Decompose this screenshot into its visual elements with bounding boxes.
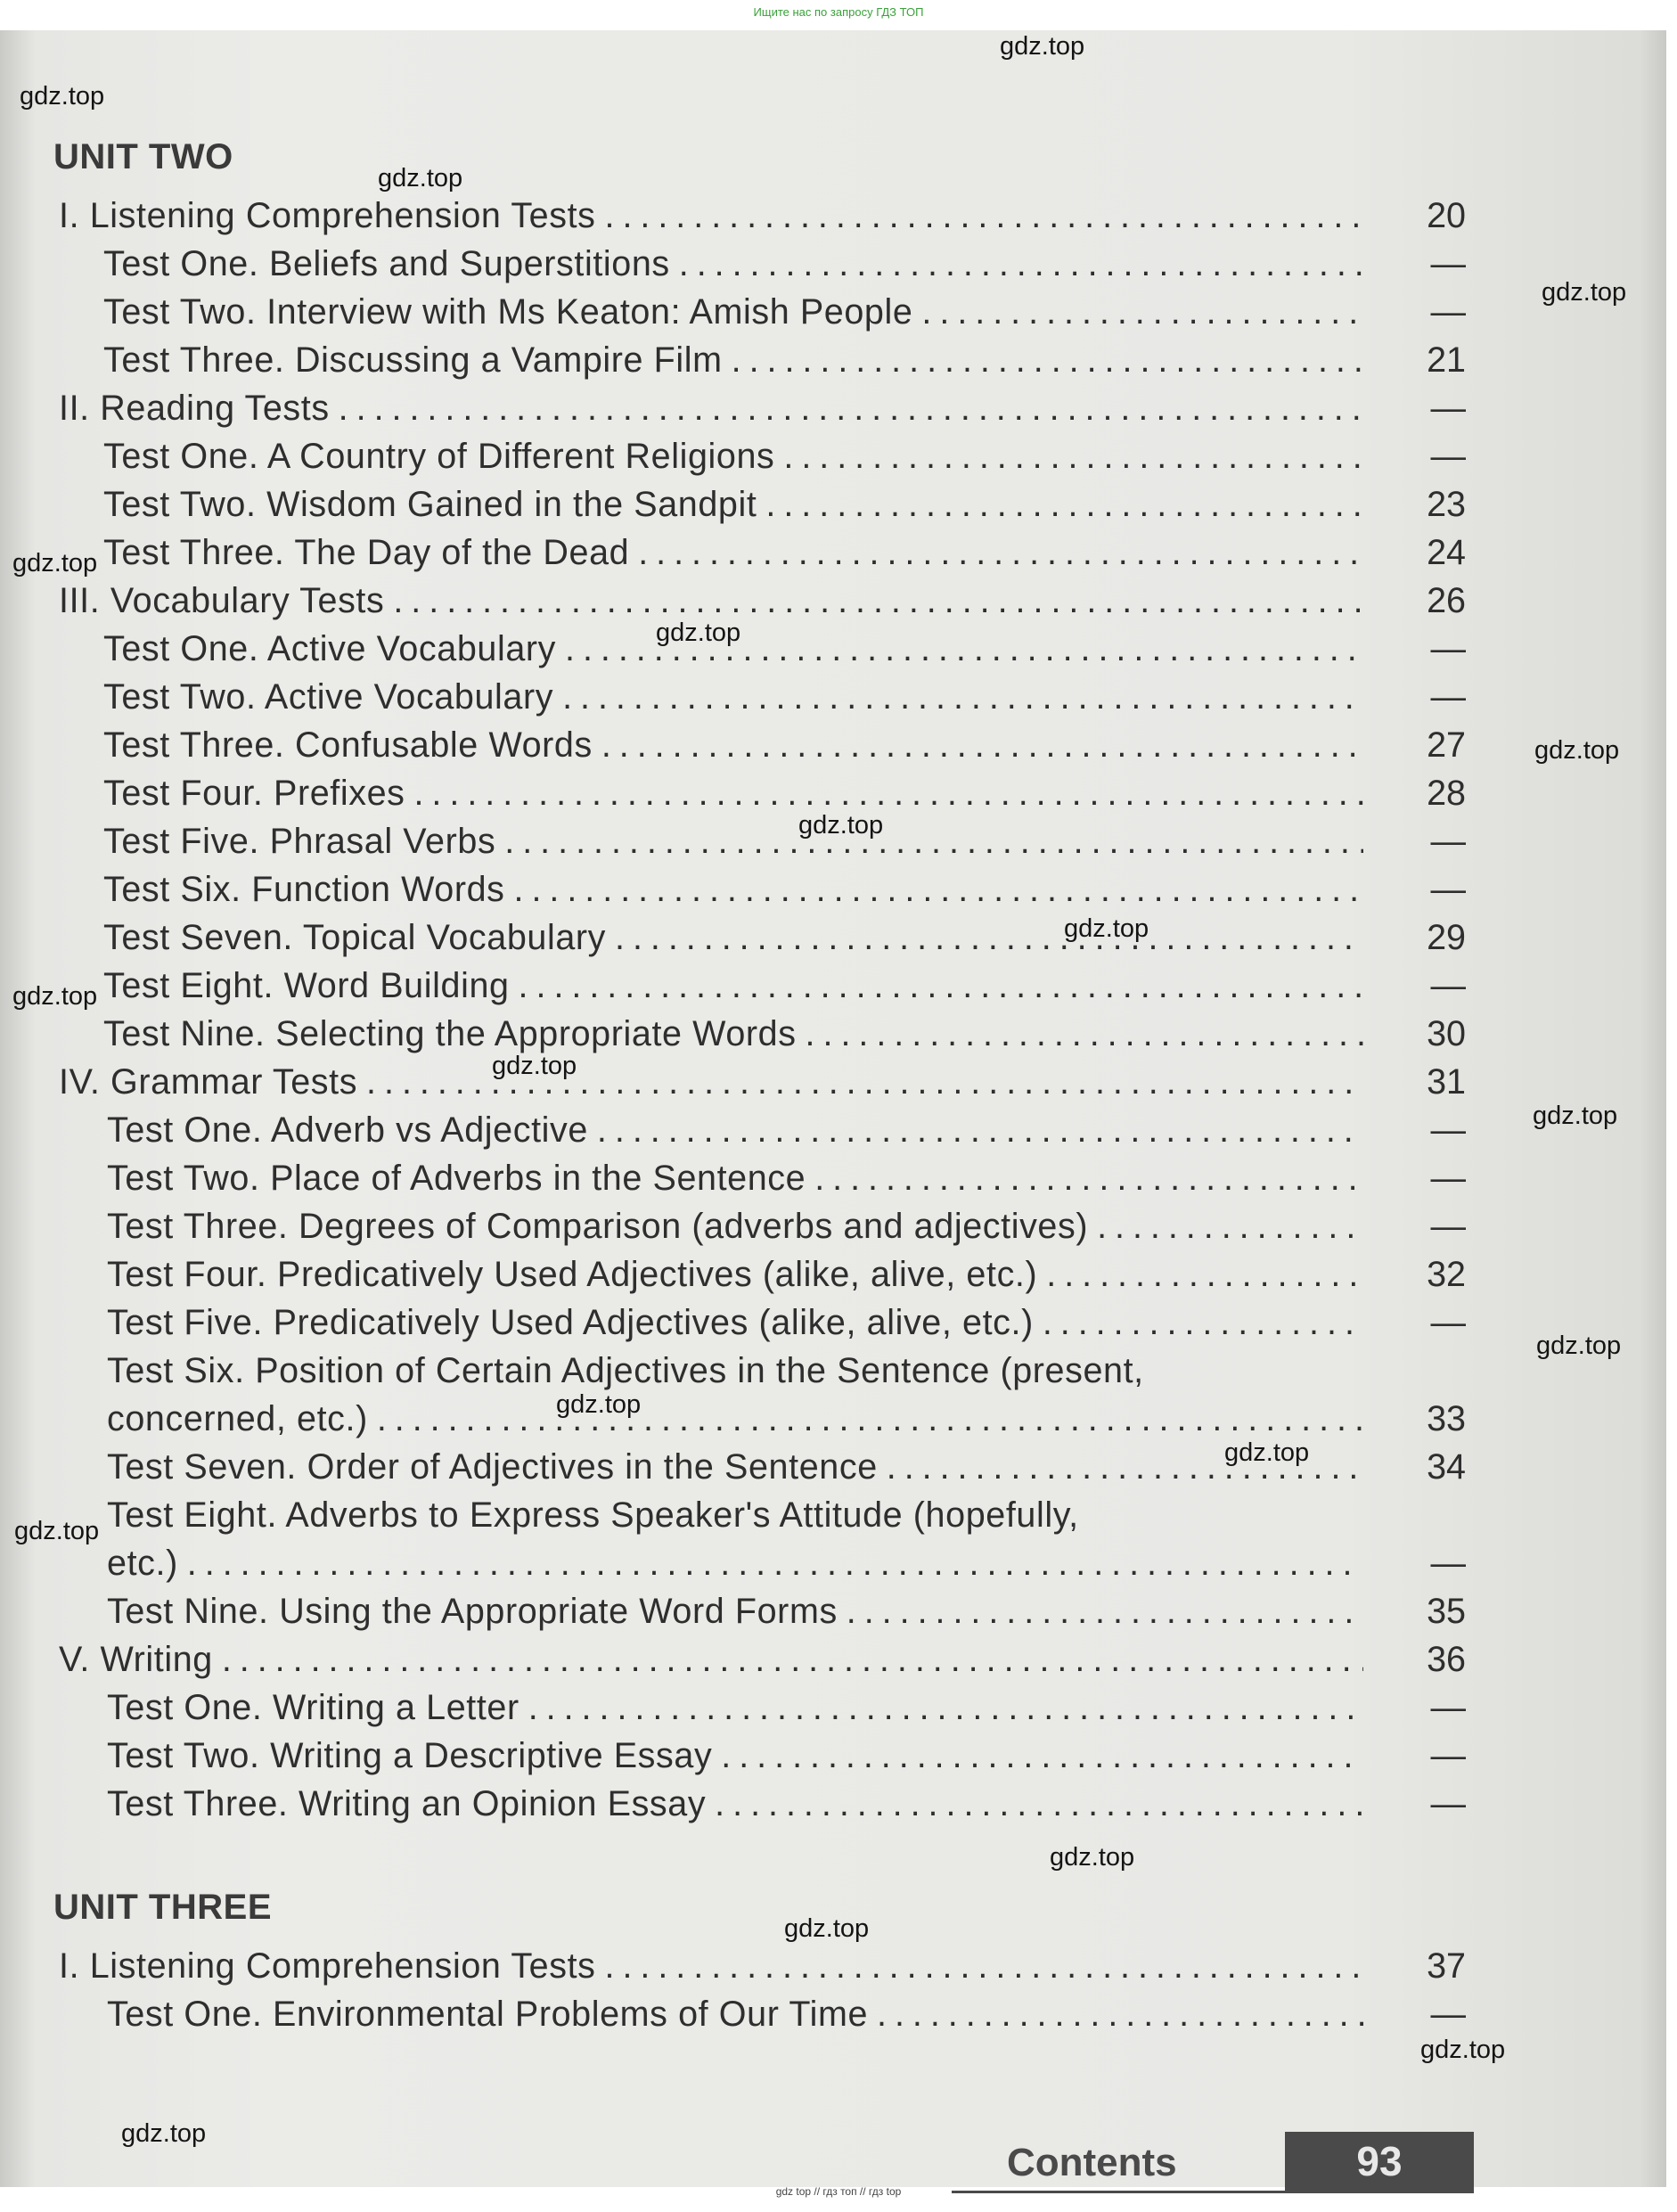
toc-entry-page: — <box>1430 677 1466 717</box>
toc-entry-page: — <box>1430 1995 1466 2034</box>
toc-entry-page: — <box>1430 966 1466 1005</box>
toc-entry-page: 20 <box>1427 196 1466 235</box>
watermark: gdz.top <box>1224 1438 1310 1467</box>
watermark: gdz.top <box>784 1914 870 1943</box>
toc-entry-page: — <box>1430 389 1466 428</box>
toc-entry-title: Test Three. Degrees of Comparison (adverbs and adjectives) . . . <box>107 1207 1363 1247</box>
toc-entry-page: — <box>1430 1784 1466 1823</box>
toc-entry-title: III. Vocabulary Tests . . . <box>59 581 1363 621</box>
toc-entry-title: Test Two. Active Vocabulary . . . <box>103 677 1363 717</box>
toc-entry-title: I. Listening Comprehension Tests . . . <box>59 196 1363 236</box>
toc-entry <box>0 389 1479 435</box>
toc-entry-page: 34 <box>1427 1447 1466 1487</box>
toc-entry <box>0 1995 1479 2041</box>
toc-entry <box>0 244 1479 291</box>
toc-entry-page: 33 <box>1427 1399 1466 1438</box>
watermark: gdz.top <box>656 619 741 647</box>
toc-entry-page: — <box>1430 822 1466 861</box>
toc-entry <box>0 1062 1479 1109</box>
toc-entry-page: — <box>1430 1303 1466 1342</box>
toc-entry-title: Test One. Environmental Problems of Our Time . . . <box>107 1995 1363 2035</box>
watermark: gdz.top <box>1533 1102 1618 1130</box>
watermark: gdz.top <box>14 1517 100 1545</box>
toc-entry <box>0 340 1479 387</box>
watermark: gdz.top <box>556 1390 642 1419</box>
toc-entry <box>0 1014 1479 1061</box>
footer-contents-label: Contents <box>1007 2141 1177 2184</box>
toc-entry-title: Test One. Adverb vs Adjective . . . <box>107 1110 1363 1151</box>
toc-entry <box>0 1688 1479 1734</box>
toc-entry <box>0 1255 1479 1301</box>
toc-entry-page: 26 <box>1427 581 1466 620</box>
toc-entry <box>0 1159 1479 1205</box>
toc-entry-title: Test Seven. Topical Vocabulary . . . <box>103 918 1363 958</box>
toc-entry-page: 27 <box>1427 725 1466 765</box>
toc-entry-page: 30 <box>1427 1014 1466 1053</box>
toc-entry-page: 28 <box>1427 774 1466 813</box>
toc-entry-title: Test Five. Phrasal Verbs . . . <box>103 822 1363 862</box>
toc-entry-title: Test Three. The Day of the Dead . . . <box>103 533 1363 573</box>
top-note: Ищите нас по запросу ГДЗ ТОП <box>753 5 924 19</box>
toc-entry-title: etc.) . . . <box>107 1544 1363 1584</box>
toc-entry <box>0 822 1479 868</box>
toc-entry <box>0 1110 1479 1157</box>
toc-entry-page: — <box>1430 1159 1466 1198</box>
toc-entry-title: Test One. Writing a Letter . . . <box>107 1688 1363 1728</box>
unit-two-heading: UNIT TWO <box>53 137 233 176</box>
toc-entry-page: 29 <box>1427 918 1466 957</box>
toc-entry-page: 23 <box>1427 485 1466 524</box>
toc-entry <box>0 725 1479 772</box>
watermark: gdz.top <box>1534 736 1620 765</box>
watermark: gdz.top <box>12 982 98 1011</box>
toc-entry-title: Test Six. Position of Certain Adjectives in the Sentence (present, <box>107 1351 1144 1390</box>
toc-entry-page: 32 <box>1427 1255 1466 1294</box>
toc-entry <box>0 485 1479 531</box>
toc-entry-title: Test Three. Confusable Words . . . <box>103 725 1363 766</box>
watermark: gdz.top <box>492 1052 577 1080</box>
watermark: gdz.top <box>1000 32 1085 61</box>
toc-entry <box>0 1495 1479 1542</box>
toc-entry <box>0 870 1479 916</box>
toc-entry-title: Test Eight. Word Building . . . <box>103 966 1363 1006</box>
toc-entry-page: — <box>1430 1110 1466 1150</box>
book-page <box>0 30 1666 2187</box>
toc-entry-title: II. Reading Tests . . . <box>59 389 1363 429</box>
toc-entry <box>0 677 1479 724</box>
toc-entry <box>0 292 1479 339</box>
toc-entry-title: Test Eight. Adverbs to Express Speaker's Attitude (hopefully, <box>107 1495 1079 1535</box>
toc-entry-title: Test Two. Writing a Descriptive Essay . . . <box>107 1736 1363 1776</box>
toc-entry-title: Test Two. Place of Adverbs in the Sentence . . . <box>107 1159 1363 1199</box>
toc-entry-page: 31 <box>1427 1062 1466 1102</box>
toc-entry <box>0 1303 1479 1349</box>
toc-entry-page: — <box>1430 1544 1466 1583</box>
watermark: gdz.top <box>1050 1843 1135 1872</box>
toc-entry-page: — <box>1430 1207 1466 1246</box>
toc-entry-title: Test Four. Predicatively Used Adjectives (alike, alive, etc.) . . . <box>107 1255 1363 1295</box>
toc-entry-title: Test Two. Wisdom Gained in the Sandpit . . . <box>103 485 1363 525</box>
toc-entry-page: — <box>1430 437 1466 476</box>
watermark: gdz.top <box>1542 278 1627 307</box>
toc-entry-page: 21 <box>1427 340 1466 380</box>
toc-entry-page: — <box>1430 1688 1466 1727</box>
toc-entry-page: 36 <box>1427 1640 1466 1679</box>
toc-entry <box>0 196 1479 242</box>
toc-entry <box>0 1207 1479 1253</box>
footer-page-number: 93 <box>1356 2138 1403 2184</box>
toc-entry-title: Test Five. Predicatively Used Adjectives (alike, alive, etc.) . . . <box>107 1303 1363 1343</box>
watermark: gdz.top <box>121 2119 207 2148</box>
toc-entry <box>0 918 1479 964</box>
toc-entry-title: V. Writing . . . <box>59 1640 1363 1680</box>
toc-entry-page: 37 <box>1427 1946 1466 1986</box>
toc-entry-page: — <box>1430 870 1466 909</box>
toc-entry-title: Test One. Beliefs and Superstitions . . . <box>103 244 1363 284</box>
toc-entry <box>0 1351 1479 1397</box>
toc-entry-title: Test Two. Interview with Ms Keaton: Amish People . . . <box>103 292 1363 332</box>
watermark: gdz.top <box>1536 1331 1622 1360</box>
watermark: gdz.top <box>1064 914 1149 943</box>
toc-entry-page: — <box>1430 629 1466 668</box>
toc-entry-page: — <box>1430 292 1466 332</box>
watermark: gdz.top <box>378 164 463 193</box>
watermark: gdz.top <box>798 811 884 840</box>
toc-entry <box>0 1784 1479 1831</box>
toc-entry-title: Test One. A Country of Different Religions . . . <box>103 437 1363 477</box>
toc-entry-title: Test Three. Discussing a Vampire Film . . . <box>103 340 1363 381</box>
watermark: gdz.top <box>12 549 98 578</box>
watermark: gdz.top <box>1420 2036 1506 2064</box>
toc-entry-title: Test Three. Writing an Opinion Essay . . . <box>107 1784 1363 1824</box>
toc-entry <box>0 533 1479 579</box>
toc-entry-page: 24 <box>1427 533 1466 572</box>
toc-entry-page: 35 <box>1427 1592 1466 1631</box>
toc-entry <box>0 1592 1479 1638</box>
toc-entry-title: IV. Grammar Tests . . . <box>59 1062 1363 1102</box>
toc-entry-title: I. Listening Comprehension Tests . . . <box>59 1946 1363 1987</box>
toc-entry-title: Test Nine. Selecting the Appropriate Words . . . <box>103 1014 1363 1054</box>
toc-entry-title: concerned, etc.) . . . <box>107 1399 1363 1439</box>
toc-entry-title: Test Six. Function Words . . . <box>103 870 1363 910</box>
unit-three-heading: UNIT THREE <box>53 1888 272 1927</box>
toc-entry <box>0 774 1479 820</box>
toc-entry <box>0 1946 1479 1993</box>
toc-entry-title: Test Four. Prefixes . . . <box>103 774 1363 814</box>
toc-entry <box>0 966 1479 1012</box>
toc-entry <box>0 1544 1479 1590</box>
watermark: gdz.top <box>20 82 105 111</box>
toc-entry-title: Test Seven. Order of Adjectives in the Sentence . . . <box>107 1447 1363 1487</box>
toc-entry-title: Test Nine. Using the Appropriate Word Forms . . . <box>107 1592 1363 1632</box>
toc-entry <box>0 1736 1479 1782</box>
toc-entry-page: — <box>1430 1736 1466 1775</box>
toc-entry <box>0 1640 1479 1686</box>
bottom-note: gdz top // гдз топ // гдз top <box>775 2185 902 2198</box>
toc-entry <box>0 437 1479 483</box>
toc-entry-title: Test One. Active Vocabulary . . . <box>103 629 1363 669</box>
toc-entry-page: — <box>1430 244 1466 283</box>
